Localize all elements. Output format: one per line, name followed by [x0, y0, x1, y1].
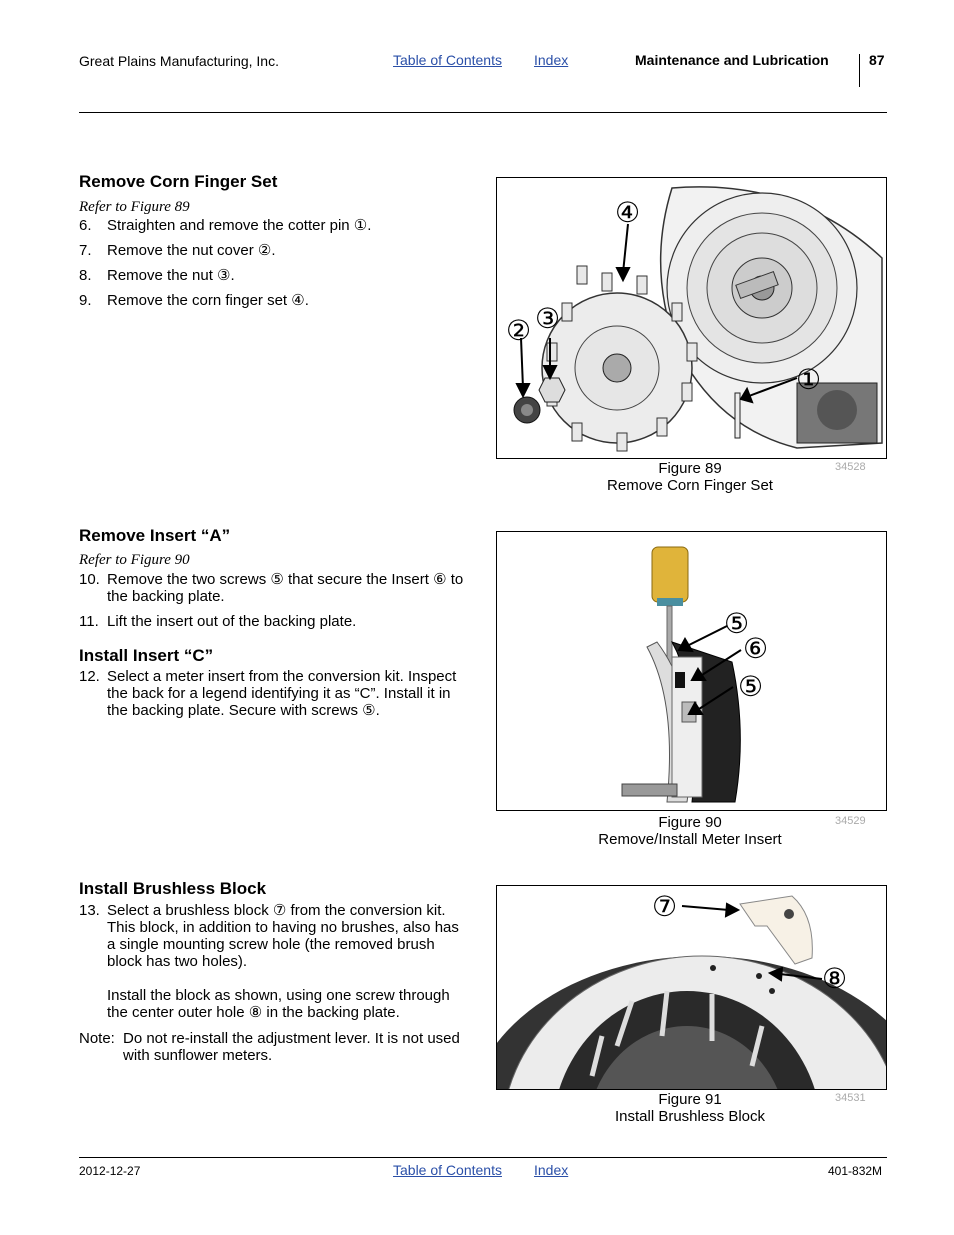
callout-5-bottom: ⑤: [738, 670, 764, 703]
footer-index-link[interactable]: Index: [534, 1162, 569, 1178]
callout-3: ③: [535, 302, 561, 335]
step-list: [79, 902, 471, 1021]
list-item: 6. Straighten and remove the cotter pin ①.: [79, 217, 372, 234]
callout-8: ⑧: [822, 962, 848, 995]
callout-7: ⑦: [652, 890, 678, 923]
callout-5-top: ⑤: [724, 607, 750, 640]
list-item: 7. Remove the nut cover ②.: [79, 242, 276, 259]
header-rule: [79, 112, 887, 113]
footer-rule: [79, 1157, 887, 1158]
figure-90-image: [496, 531, 887, 811]
list-item: 8. Remove the nut ③.: [79, 267, 235, 284]
step-list: [79, 571, 469, 630]
heading-install-brushless-block: Install Brushless Block: [79, 879, 267, 898]
header-divider: [859, 54, 860, 87]
footer-date: 2012-12-27: [79, 1164, 141, 1178]
figure-89-label: Figure 89: [658, 460, 722, 477]
callout-1: ①: [796, 363, 822, 396]
heading-remove-corn-finger-set: Remove Corn Finger Set: [79, 172, 278, 191]
figure-90-caption: Remove/Install Meter Insert: [598, 831, 782, 848]
figure-91-id: 34531: [835, 1092, 866, 1104]
figure-91-caption: Install Brushless Block: [614, 1108, 766, 1125]
figure-91-label: Figure 91: [658, 1091, 722, 1108]
callout-4: ④: [615, 196, 641, 229]
list-item: 12. Select a meter insert from the conversion kit. Inspect the back for a legend identifying it as “C”. Install it in the backing plate. Secure with screws ⑤.: [79, 668, 457, 719]
note-label: Note:: [79, 1030, 115, 1047]
figure-90-id: 34529: [835, 815, 866, 827]
heading-remove-insert-a: Remove Insert “A”: [79, 526, 231, 545]
figure-reference: Refer to Figure 90: [79, 552, 190, 568]
note: [79, 1030, 471, 1064]
list-item: 13. Select a brushless block ⑦ from the conversion kit. This block, in addition to having no brushes, also has a single mounting screw hole (the removed brush block has two holes). Install the block as shown, using one screw through the center outer hole ⑧ in the backing plate.: [79, 902, 471, 1021]
callout-2: ②: [506, 314, 532, 347]
footer-doc-number: 401-832M: [828, 1164, 883, 1178]
list-item: 10. Remove the two screws ⑤ that secure the Insert ⑥ to the backing plate.: [79, 571, 464, 605]
footer-toc-link[interactable]: Table of Contents: [393, 1162, 502, 1178]
figure-89-id: 34528: [835, 461, 866, 473]
list-item: 9. Remove the corn finger set ④.: [79, 292, 309, 309]
header-toc-link[interactable]: Table of Contents: [393, 52, 502, 68]
callout-6: ⑥: [743, 632, 769, 665]
figure-reference: Refer to Figure 89: [79, 199, 190, 215]
section-title: Maintenance and Lubrication: [635, 52, 829, 68]
figure-91-image: [496, 885, 887, 1090]
figure-90-label: Figure 90: [658, 814, 722, 831]
figure-89-image: [496, 177, 887, 459]
page-number: 87: [869, 52, 885, 68]
company-name: Great Plains Manufacturing, Inc.: [79, 53, 279, 69]
step-list: [79, 668, 471, 719]
header-index-link[interactable]: Index: [534, 52, 569, 68]
figure-89-caption: Remove Corn Finger Set: [607, 477, 773, 494]
list-item: 11. Lift the insert out of the backing plate.: [79, 613, 357, 630]
note-text: Do not re-install the adjustment lever. It is not used with sunflower meters.: [123, 1030, 460, 1064]
step-list: [79, 217, 479, 309]
heading-install-insert-c: Install Insert “C”: [79, 646, 214, 665]
step-continuation: Install the block as shown, using one screw through the center outer hole ⑧ in the backing plate.: [107, 987, 450, 1021]
